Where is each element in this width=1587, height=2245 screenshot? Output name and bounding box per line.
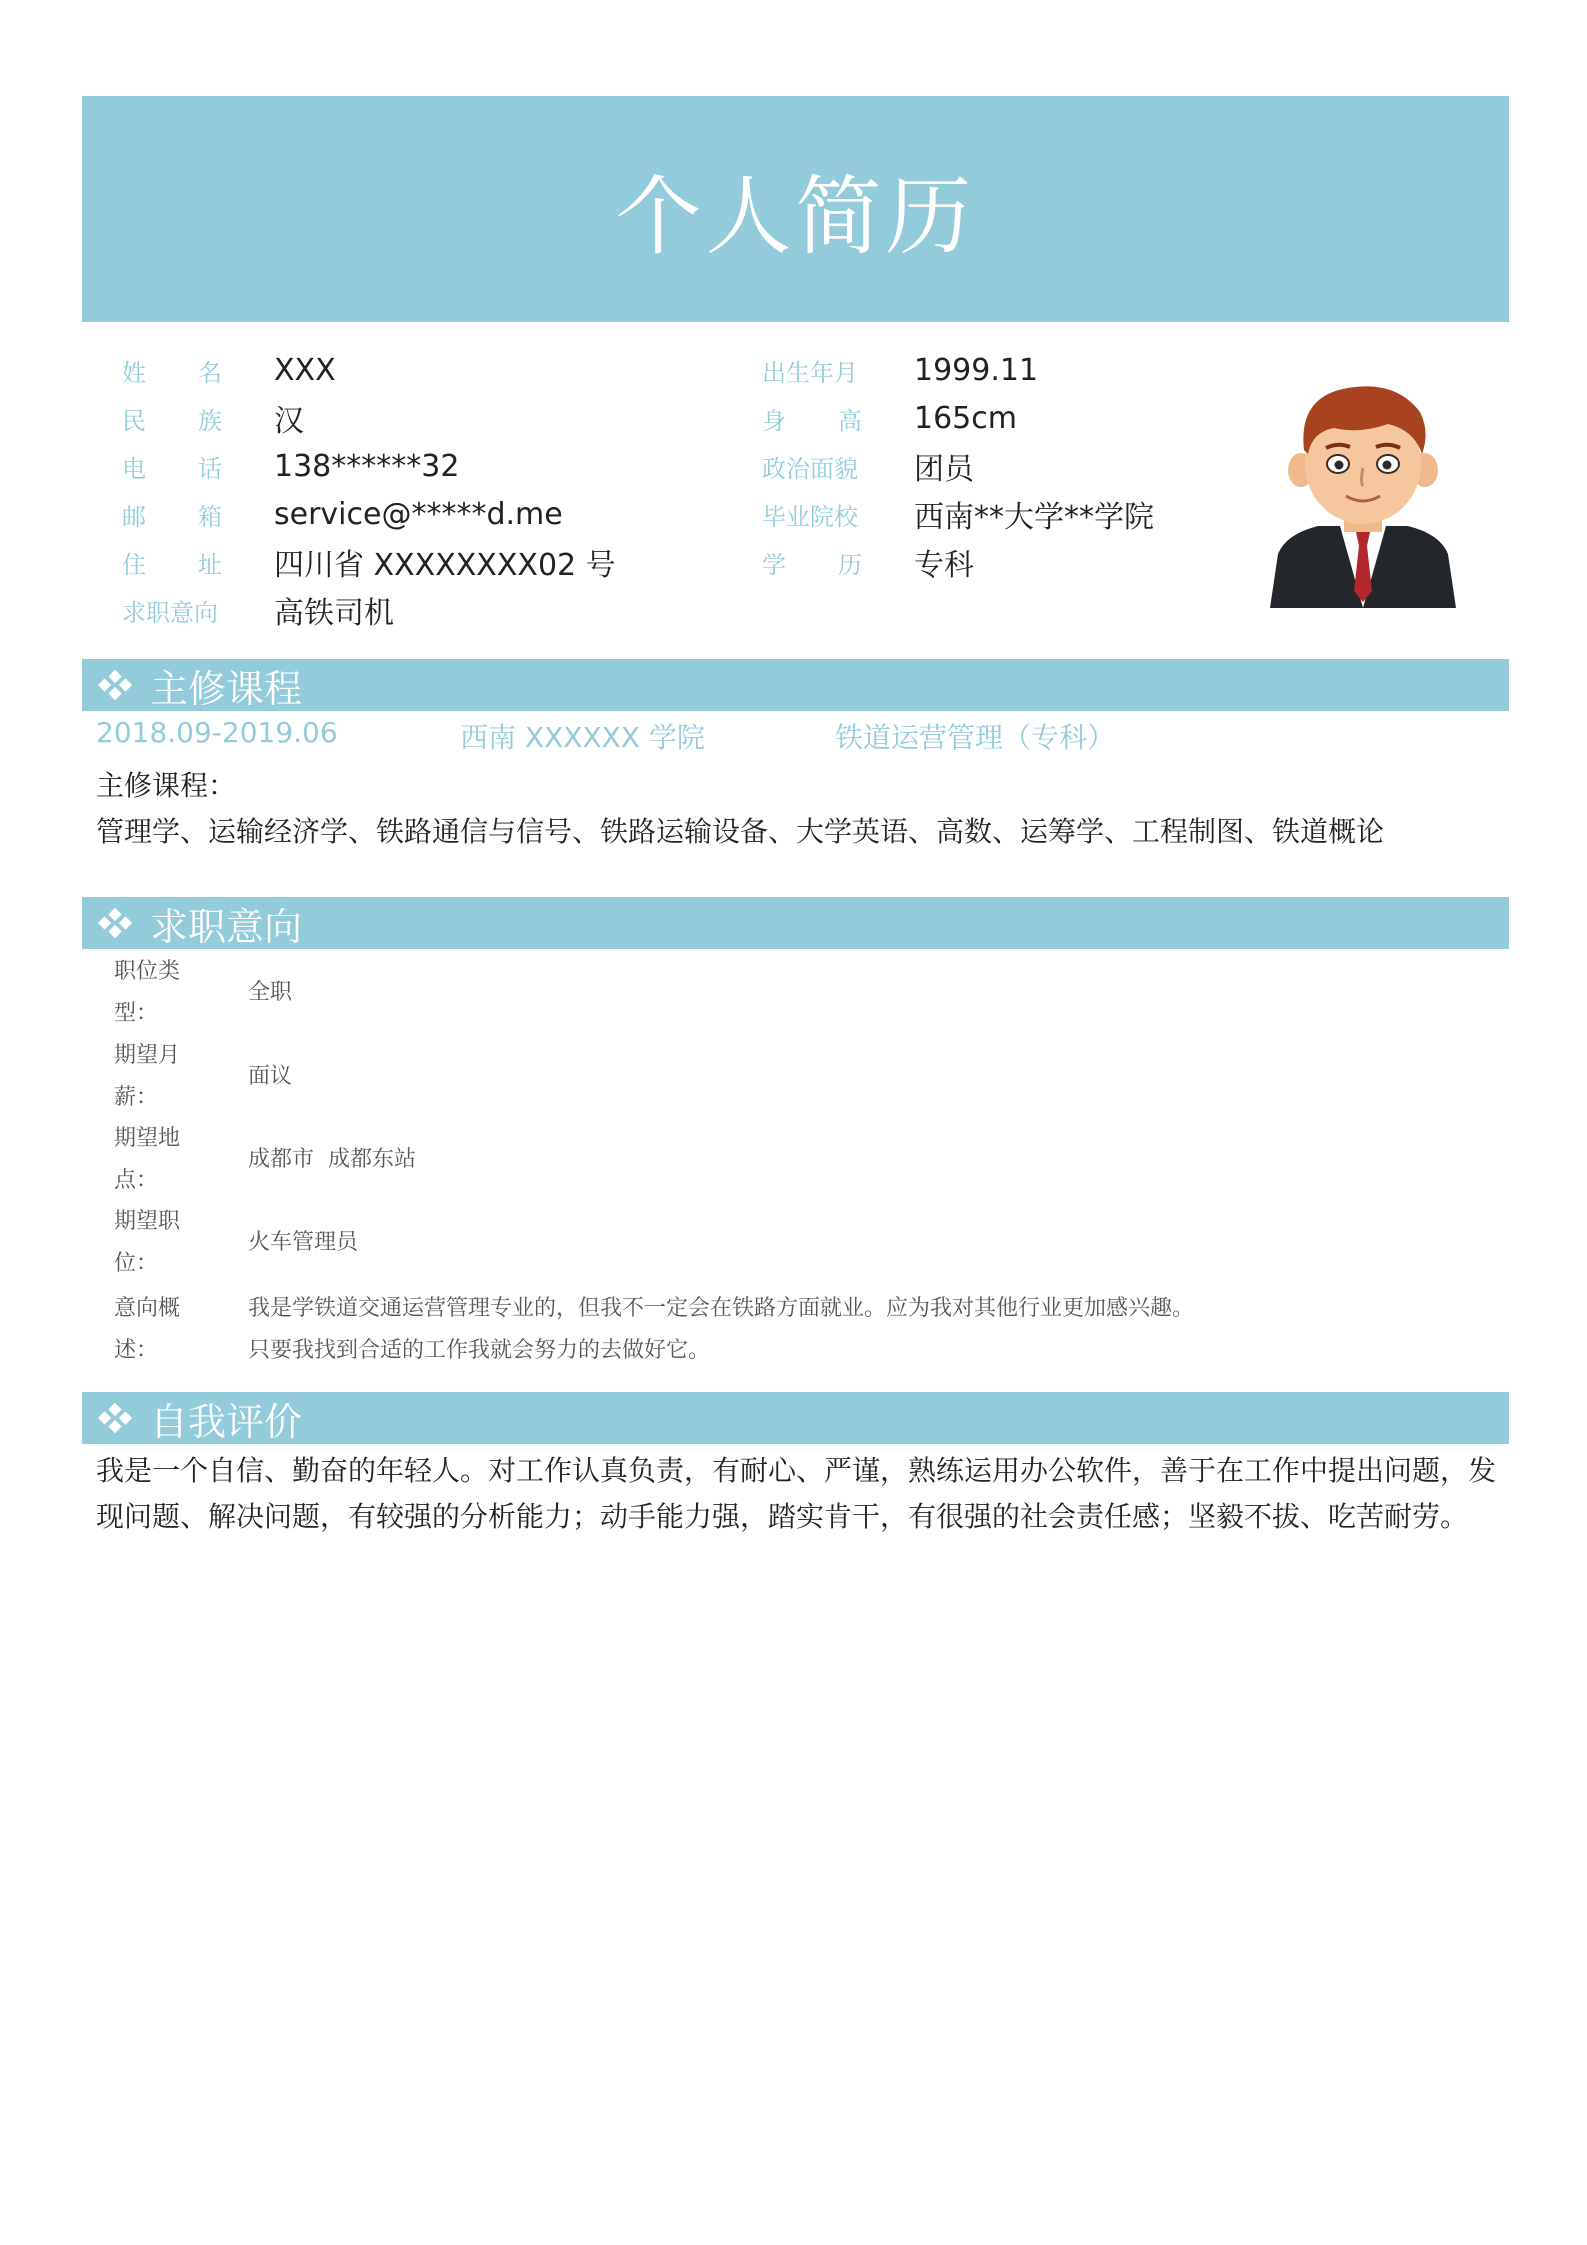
section-header-intention — [82, 897, 1509, 949]
info-phone-row — [122, 442, 459, 490]
avatar — [1268, 376, 1458, 608]
info-label: 姓 名 — [122, 358, 222, 387]
job-label: 期望地点： — [114, 1126, 181, 1193]
info-ethnicity-row — [122, 394, 304, 442]
job-position-row — [114, 1201, 358, 1285]
job-label: 期望职位： — [114, 1209, 181, 1276]
education-period: 2018.09-2019.06 — [96, 716, 338, 749]
info-value: 西南**大学**学院 — [914, 500, 1154, 535]
job-label: 职位类型： — [114, 959, 181, 1026]
job-location-row — [114, 1118, 416, 1202]
section-header-evaluation — [82, 1392, 1509, 1444]
section-header-courses — [82, 659, 1509, 711]
section-title: 主修课程 — [150, 666, 303, 711]
info-value: 专科 — [914, 548, 974, 583]
info-birth-row — [762, 346, 1038, 394]
education-school: 西南 XXXXXX 学院 — [460, 721, 705, 754]
info-value: 高铁司机 — [274, 596, 394, 631]
title-banner — [82, 96, 1509, 322]
info-value: 四川省 XXXXXXXX02 号 — [274, 548, 616, 583]
info-label: 住 址 — [122, 550, 222, 579]
job-salary-row — [114, 1035, 292, 1119]
info-label: 身 高 — [762, 406, 862, 435]
page-title: 个人简历 — [615, 167, 976, 267]
info-label: 学 历 — [762, 550, 862, 579]
section-title: 求职意向 — [150, 904, 303, 949]
info-label: 求职意向 — [122, 598, 218, 627]
diamond-cluster-icon — [96, 1399, 134, 1437]
info-label: 政治面貌 — [762, 454, 858, 483]
info-label: 邮 箱 — [122, 502, 222, 531]
course-list: 管理学、运输经济学、铁路通信与信号、铁路运输设备、大学英语、高数、运筹学、工程制图、铁道概论 — [96, 815, 1385, 848]
info-intention-row — [122, 586, 394, 634]
info-value: XXX — [274, 352, 336, 388]
self-evaluation-text: 我是一个自信、勤奋的年轻人。对工作认真负责，有耐心、严谨，熟练运用办公软件，善于在工作中提出问题，发现问题、解决问题，有较强的分析能力；动手能力强，踏实肯干，有很强的社会责任感；坚毅不拔、吃苦耐劳。 — [96, 1454, 1497, 1533]
job-label: 期望月薪： — [114, 1043, 181, 1110]
job-value: 成都市 成都东站 — [248, 1147, 416, 1172]
info-value: 165cm — [914, 400, 1017, 436]
job-summary-row — [114, 1288, 1208, 1372]
info-height-row — [762, 394, 1017, 442]
diamond-cluster-icon — [96, 904, 134, 942]
info-label: 民 族 — [122, 406, 222, 435]
job-value: 面议 — [248, 1064, 293, 1089]
info-address-row — [122, 538, 616, 586]
course-label: 主修课程： — [96, 769, 237, 802]
info-political-row — [762, 442, 974, 490]
job-value: 我是学铁道交通运营管理专业的，但我不一定会在铁路方面就业。应为我对其他行业更加感兴趣。只要我找到合适的工作我就会努力的去做好它。 — [248, 1296, 1195, 1363]
info-email-row — [122, 490, 563, 538]
job-value: 全职 — [248, 980, 293, 1005]
info-value: 团员 — [914, 452, 974, 487]
info-name-row — [122, 346, 336, 394]
job-value: 火车管理员 — [248, 1230, 359, 1255]
info-value: 汉 — [274, 404, 304, 439]
info-label: 毕业院校 — [762, 502, 858, 531]
info-value: service@*****d.me — [274, 496, 563, 532]
info-label: 出生年月 — [762, 358, 858, 387]
info-value: 138******32 — [274, 448, 460, 484]
info-education-row — [762, 538, 974, 586]
job-type-row — [114, 951, 292, 1035]
education-major: 铁道运营管理（专科） — [835, 721, 1116, 754]
info-school-row — [762, 490, 1154, 538]
section-title: 自我评价 — [150, 1399, 303, 1444]
job-label: 意向概述： — [114, 1296, 181, 1363]
info-label: 电 话 — [122, 454, 222, 483]
diamond-cluster-icon — [96, 666, 134, 704]
info-value: 1999.11 — [914, 352, 1039, 388]
